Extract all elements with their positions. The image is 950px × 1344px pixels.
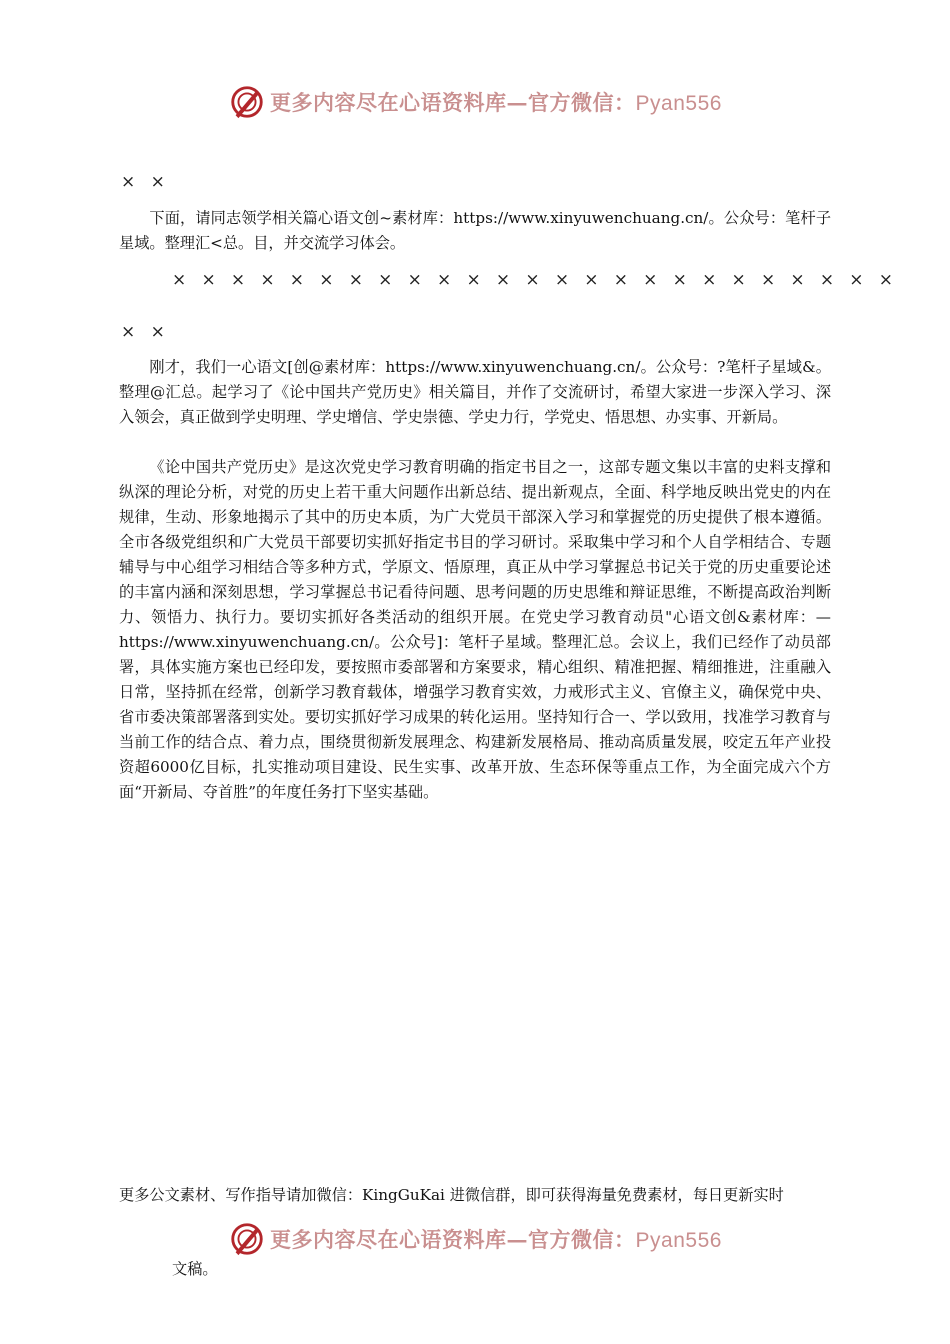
footer-last-line: 文稿。	[172, 1260, 218, 1278]
pen-circle-logo-icon	[228, 83, 266, 121]
banner-text: 更多内容尽在心语资料库—官方微信：Pyan556	[270, 1227, 722, 1252]
paragraph-intro: 下面，请同志领学相关篇心语文创~素材库：https://www.xinyuwenchuang.cn/。公众号：笔杆子星域。整理汇<总。目，并交流学习体会。	[119, 209, 831, 252]
cross-mark-row: × ×	[121, 322, 170, 342]
cross-mark-row: × ×	[121, 172, 170, 192]
header-banner	[0, 80, 950, 124]
banner-wechat-id: Pyan556	[635, 1229, 722, 1252]
footer-banner	[0, 1217, 950, 1261]
paragraph-study: 刚才，我们一心语文[创@素材库：https://www.xinyuwenchuang.cn/。公众号：?笔杆子星域&。整理@汇总。起学习了《论中国共产党历史》相关篇目，并作了交流研讨，希望大家进一步深入学习、深入领会，真正做到学史明理、学史增信、学史崇德、学史力行，学党史、悟思想、办实事、开新局。	[119, 358, 831, 426]
banner-wechat-id: Pyan556	[635, 92, 722, 115]
pen-circle-logo-icon	[228, 1220, 266, 1258]
footer-line: 更多公文素材、写作指导请加微信：KingGuKai 进微信群，即可获得海量免费素材，每日更新实时	[119, 1186, 784, 1204]
paragraph-history: 《论中国共产党历史》是这次党史学习教育明确的指定书目之一，这部专题文集以丰富的史料支撑和纵深的理论分析，对党的历史上若干重大问题作出新总结、提出新观点，全面、科学地反映出党史的内在规律，生动、形象地揭示了其中的历史本质，为广大党员干部深入学习和掌握党的历史提供了根本遵循。全市各级党组织和广大党员干部要切实抓好指定书目的学习研讨。采取集中学习和个人自学相结合、专题辅导与中心组学习相结合等多种方式，学原文、悟原理，真正从中学习掌握总书记关于党的历史重要论述的丰富内涵和深刻思想，学习掌握总书记看待问题、思考问题的历史思维和辩证思维，不断提高政治判断力、领悟力、执行力。要切实抓好各类活动的组织开展。在党史学习教育动员"心语文创&素材库：—https://www.xinyuwenchuang.cn/。公众号]：笔杆子星域。整理汇总。会议上，我们已经作了动员部署，具体实施方案也已经印发，要按照市委部署和方案要求，精心组织、精准把握、精细推进，注重融入日常，坚持抓在经常，创新学习教育载体，增强学习教育实效，力戒形式主义、官僚主义，确保党中央、省市委决策部署落到实处。要切实抓好学习成果的转化运用。坚持知行合一、学以致用，找准学习教育与当前工作的结合点、着力点，围绕贯彻新发展理念、构建新发展格局、推动高质量发展，咬定五年产业投资超6000亿目标，扎实推动项目建设、民生实事、改革开放、生态环保等重点工作，为全面完成六个方面“开新局、夺首胜”的年度任务打下坚实基础。	[119, 458, 831, 801]
cross-mark-row-long: × × × × × × × × × × × × × × × × × × × × × × × × ×	[172, 270, 898, 290]
banner-text: 更多内容尽在心语资料库—官方微信：Pyan556	[270, 90, 722, 115]
